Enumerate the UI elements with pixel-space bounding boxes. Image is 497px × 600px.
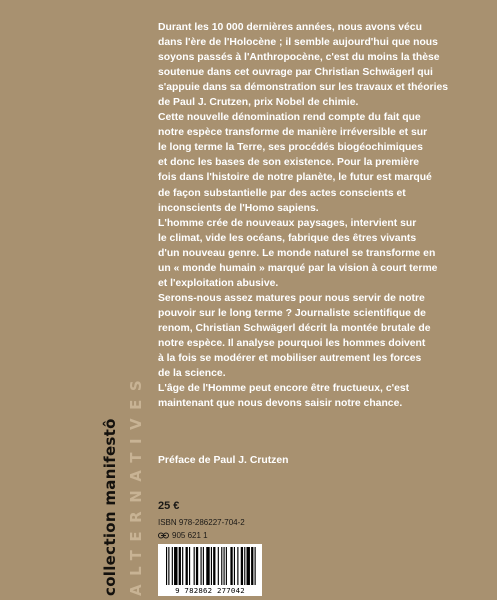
text-line: notre espèce transforme de manière irréversible et sur: [158, 127, 428, 139]
text-line: fois dans l'histoire de notre planète, le futur est marqué: [158, 172, 432, 184]
blurb-paragraph: [158, 381, 488, 411]
blurb-text: [158, 20, 488, 411]
preface-credit: Préface de Paul J. Crutzen: [158, 455, 289, 466]
text-line: le climat, vide les océans, fabrique des êtres vivants: [158, 232, 417, 244]
text-line: L'homme crée de nouveaux paysages, intervient sur: [158, 217, 417, 229]
text-line: Cette nouvelle dénomination rend compte du fait que: [158, 112, 421, 124]
text-line: dans l'ère de l'Holocène ; il semble aujourd'hui que nous: [158, 37, 438, 49]
text-line: Durant les 10 000 dernières années, nous avons vécu: [158, 22, 422, 33]
distributor-code-number: 905 621 1: [172, 531, 208, 540]
text-line: à la fois se modérer et mobiliser autrement les forces: [158, 353, 422, 365]
text-line: notre espèce. Il analyse pourquoi les hommes doivent: [158, 337, 426, 349]
text-line: renom, Christian Schwägerl décrit la montée brutale de: [158, 322, 431, 334]
blurb-paragraph: [158, 110, 488, 215]
collection-name: [103, 418, 119, 596]
distributor-code: [158, 531, 208, 540]
text-line: maintenant que nous devons saisir notre chance.: [158, 398, 403, 410]
price-label: 25 €: [158, 500, 180, 512]
text-line: de la science.: [158, 368, 226, 380]
blurb-paragraph: [158, 20, 488, 110]
text-line: de façon substantielle par des actes conscients et: [158, 187, 406, 199]
text-line: d'un nouveau genre. Le monde naturel se transforme en: [158, 247, 436, 259]
text-line: Serons-nous assez matures pour nous servir de notre: [158, 292, 425, 304]
text-line: s'appuie dans sa démonstration sur les travaux et théories: [158, 82, 449, 94]
series-name-alternatives: ALTERNATIVES: [127, 371, 145, 596]
text-line: soutenue dans cet ouvrage par Christian Schwägerl qui: [158, 67, 433, 79]
text-line: et l'exploitation abusive.: [158, 277, 279, 289]
barcode-digits: 9 782862 277042: [175, 586, 245, 595]
text-line: de Paul J. Crutzen, prix Nobel de chimie.: [158, 97, 359, 109]
isbn-barcode: [158, 544, 262, 596]
text-line: pouvoir sur le long terme ? Journaliste scientifique de: [158, 307, 426, 319]
text-line: L'âge de l'Homme peut encore être fructueux, c'est: [158, 383, 410, 395]
isbn-label: ISBN 978-286227-704-2: [158, 518, 245, 527]
text-line: soyons passés à l'Anthropocène, c'est du moins la thèse: [158, 52, 440, 64]
barcode-bars: [158, 544, 262, 588]
text-line: inconscients de l'Homo sapiens.: [158, 202, 319, 214]
text-line: un « monde humain » marqué par la vision à court terme: [158, 262, 438, 274]
distributor-logo-icon: [158, 531, 169, 540]
text-line: et donc les bases de son existence. Pour la première: [158, 157, 420, 169]
collection-manifesto-label: collection manifestô: [101, 418, 119, 596]
blurb-paragraph: [158, 291, 488, 381]
blurb-paragraph: [158, 216, 488, 291]
text-line: le long terme la Terre, ses procédés biogéochimiques: [158, 142, 423, 154]
